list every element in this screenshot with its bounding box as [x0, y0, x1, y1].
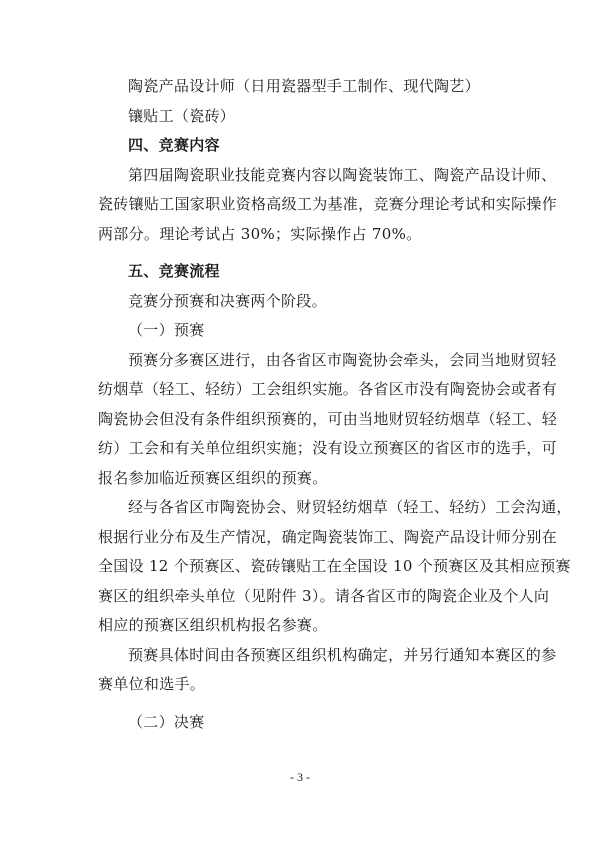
section-heading-competition-process: 五、竞赛流程 — [128, 262, 220, 280]
text-line: 纺）工会和有关单位组织实施；没有设立预赛区的省区市的选手，可 — [98, 439, 558, 457]
text-line: 竞赛分预赛和决赛两个阶段。 — [128, 291, 327, 310]
subsection-heading-preliminary: （一）预赛 — [128, 321, 205, 339]
paragraph — [98, 641, 557, 700]
text-line: 镶贴工（瓷砖） — [128, 106, 236, 125]
text-line: 陶瓷产品设计师（日用瓷器型手工制作、现代陶艺） — [128, 77, 480, 95]
text-line: 经与各省区市陶瓷协会、财贸轻纺烟草（轻工、轻纺）工会沟通， — [128, 498, 572, 516]
page-number: - 3 - — [290, 770, 310, 784]
text-line: 赛单位和选手。 — [98, 675, 206, 693]
text-line: 全国设 12 个预赛区、瓷砖镶贴工在全国设 10 个预赛区及其相应预赛 — [98, 557, 571, 575]
text-line: 陶瓷协会但没有条件组织预赛的，可由当地财贸轻纺烟草（轻工、轻 — [98, 409, 558, 428]
text-line: 第四届陶瓷职业技能竞赛内容以陶瓷装饰工、陶瓷产品设计师、 — [128, 165, 557, 184]
paragraph — [98, 161, 558, 250]
text-line: 根据行业分布及生产情况，确定陶瓷装饰工、陶瓷产品设计师分别在 — [98, 527, 558, 546]
subsection-heading-final: （二）决赛 — [128, 712, 205, 731]
text-line: 两部分。理论考试占 30%；实际操作占 70%。 — [98, 224, 422, 243]
document-body — [98, 72, 572, 737]
text-line: 预赛分多赛区进行，由各省区市陶瓷协会牵头，会同当地财贸轻 — [128, 350, 557, 369]
text-line: 报名参加临近预赛区组织的预赛。 — [98, 468, 328, 487]
text-line: 相应的预赛区组织机构报名参赛。 — [98, 616, 328, 634]
text-line: 纺烟草（轻工、轻纺）工会组织实施。各省区市没有陶瓷协会或者有 — [98, 380, 558, 398]
paragraph — [98, 346, 558, 494]
paragraph — [98, 493, 572, 641]
text-line: 赛区的组织牵头单位（见附件 3）。请各省区市的陶瓷企业及个人向 — [98, 586, 550, 605]
text-line: 预赛具体时间由各预赛区组织机构确定，并另行通知本赛区的参 — [128, 645, 557, 664]
text-line: 瓷砖镶贴工国家职业资格高级工为基准，竞赛分理论考试和实际操作 — [98, 195, 558, 213]
section-heading-competition-content: 四、竞赛内容 — [128, 136, 220, 154]
